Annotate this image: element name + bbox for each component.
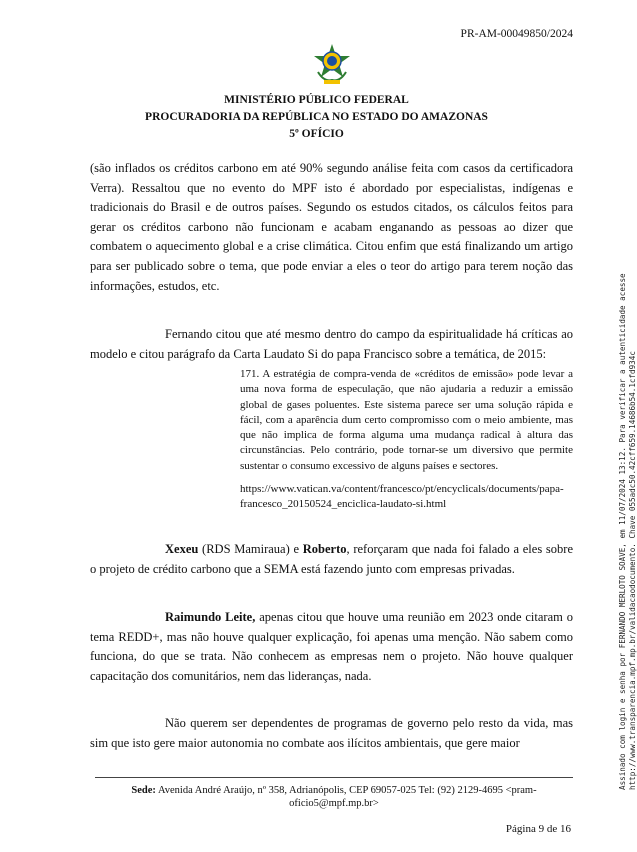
document-reference: PR-AM-00049850/2024 [460, 28, 573, 40]
header-ministry: MINISTÉRIO PÚBLICO FEDERAL [224, 94, 409, 106]
footer-address-text: Avenida André Araújo, nº 358, Adrianópolis, CEP 69057-025 Tel: (92) 2129-4695 <pram-oficio5@mpf.mp.br> [155, 785, 537, 809]
paragraph-autonomy: Não querem ser dependentes de programas de governo pelo resto da vida, mas sim que isto gere maior autonomia no combate aos ilícitos ambientais, que gere maior [90, 716, 573, 750]
paragraph-carbon-credits: (são inflados os créditos carbono em até 90% segundo análise feita com casos da certificadora Verra). Ressaltou que no evento do MPF isto é abordado por especialistas, indígenas e tradicionais do Brasil e de outros países. Segundo os estudos citados, os cálculos feitos para gerar os créditos carbono não funcionam e acabam enganando as pessoas ao dizer que combatem o aquecimento global e a crise climática. Citou enfim que está finalizando um artigo para ser publicado sobre o tema, que pode enviar a eles o teor do artigo para terem noção das informações, estudos, etc. [90, 161, 573, 293]
signature-stamp-line1: Assinado com login e senha por FERNANDO MERLOTO SOAVE, em 11/07/2024 13:12. Para verificar a autenticidade acesse [618, 273, 627, 790]
footer-sede-label: Sede: [131, 785, 156, 796]
paragraph-raimundo-leite [90, 608, 573, 686]
coat-of-arms-emblem [310, 42, 354, 86]
p4-text: apenas citou que houve uma reunião em 2023 onde citaram o tema REDD+, mas não houve qualquer explicação, foi apenas uma menção. Não sabem como funciona, do que se trata. Não conhecem as empresas nem o projeto. Não houve qualquer capacitação dos comunitários, nem das lideranças, nada. [90, 610, 573, 683]
header-office: 5º OFÍCIO [289, 128, 344, 140]
name-roberto: Roberto [302, 542, 347, 556]
quote-text: 171. A estratégia de compra-venda de «créditos de emissão» pode levar a uma nova forma de especulação, que não ajudaria a reduzir a emissão global de gases poluentes. Este sistema parece ser uma solução rápida e fácil, com a aparência dum certo compromisso com o meio ambiente, mas que não implica de forma alguma uma mudança radical à altura das circunstâncias. Pelo contrário, pode tornar-se um diversivo que permite sustentar o consumo excessivo de alguns países e sectores. [240, 368, 573, 472]
signature-stamp [618, 170, 637, 790]
paragraph-laudato-si: Fernando citou que até mesmo dentro do campo da espiritualidade há críticas ao modelo e citou parágrafo da Carta Laudato Si do papa Francisco sobre a temática, de 2015: [90, 327, 573, 361]
footer-divider [95, 777, 573, 778]
header-procuradoria: PROCURADORIA DA REPÚBLICA NO ESTADO DO AMAZONAS [145, 111, 488, 123]
paragraph-xexeu-roberto [90, 540, 573, 579]
name-xexeu: Xexeu [165, 542, 199, 556]
quote-url: https://www.vatican.va/content/francesco/pt/encyclicals/documents/papa-francesco_20150524_enciclica-laudato-si.html [240, 483, 564, 511]
name-raimundo-leite: Raimundo Leite, [165, 610, 256, 624]
p3-text-2: , reforçaram que nada foi falado a eles sobre o projeto de crédito carbono que a SEMA está fazendo junto com empresas privadas. [90, 542, 573, 576]
signature-stamp-line2: http://www.transparencia.mpf.mp.br/validacaodocumento. Chave 055adc50.42cff659.14686b54.1cfd934c [627, 351, 637, 790]
letterhead [0, 92, 633, 143]
page-number: Página 9 de 16 [505, 823, 571, 835]
block-quote [240, 367, 573, 521]
p3-text-1: (RDS Mamiraua) e [198, 542, 303, 556]
footer-address [95, 784, 573, 810]
